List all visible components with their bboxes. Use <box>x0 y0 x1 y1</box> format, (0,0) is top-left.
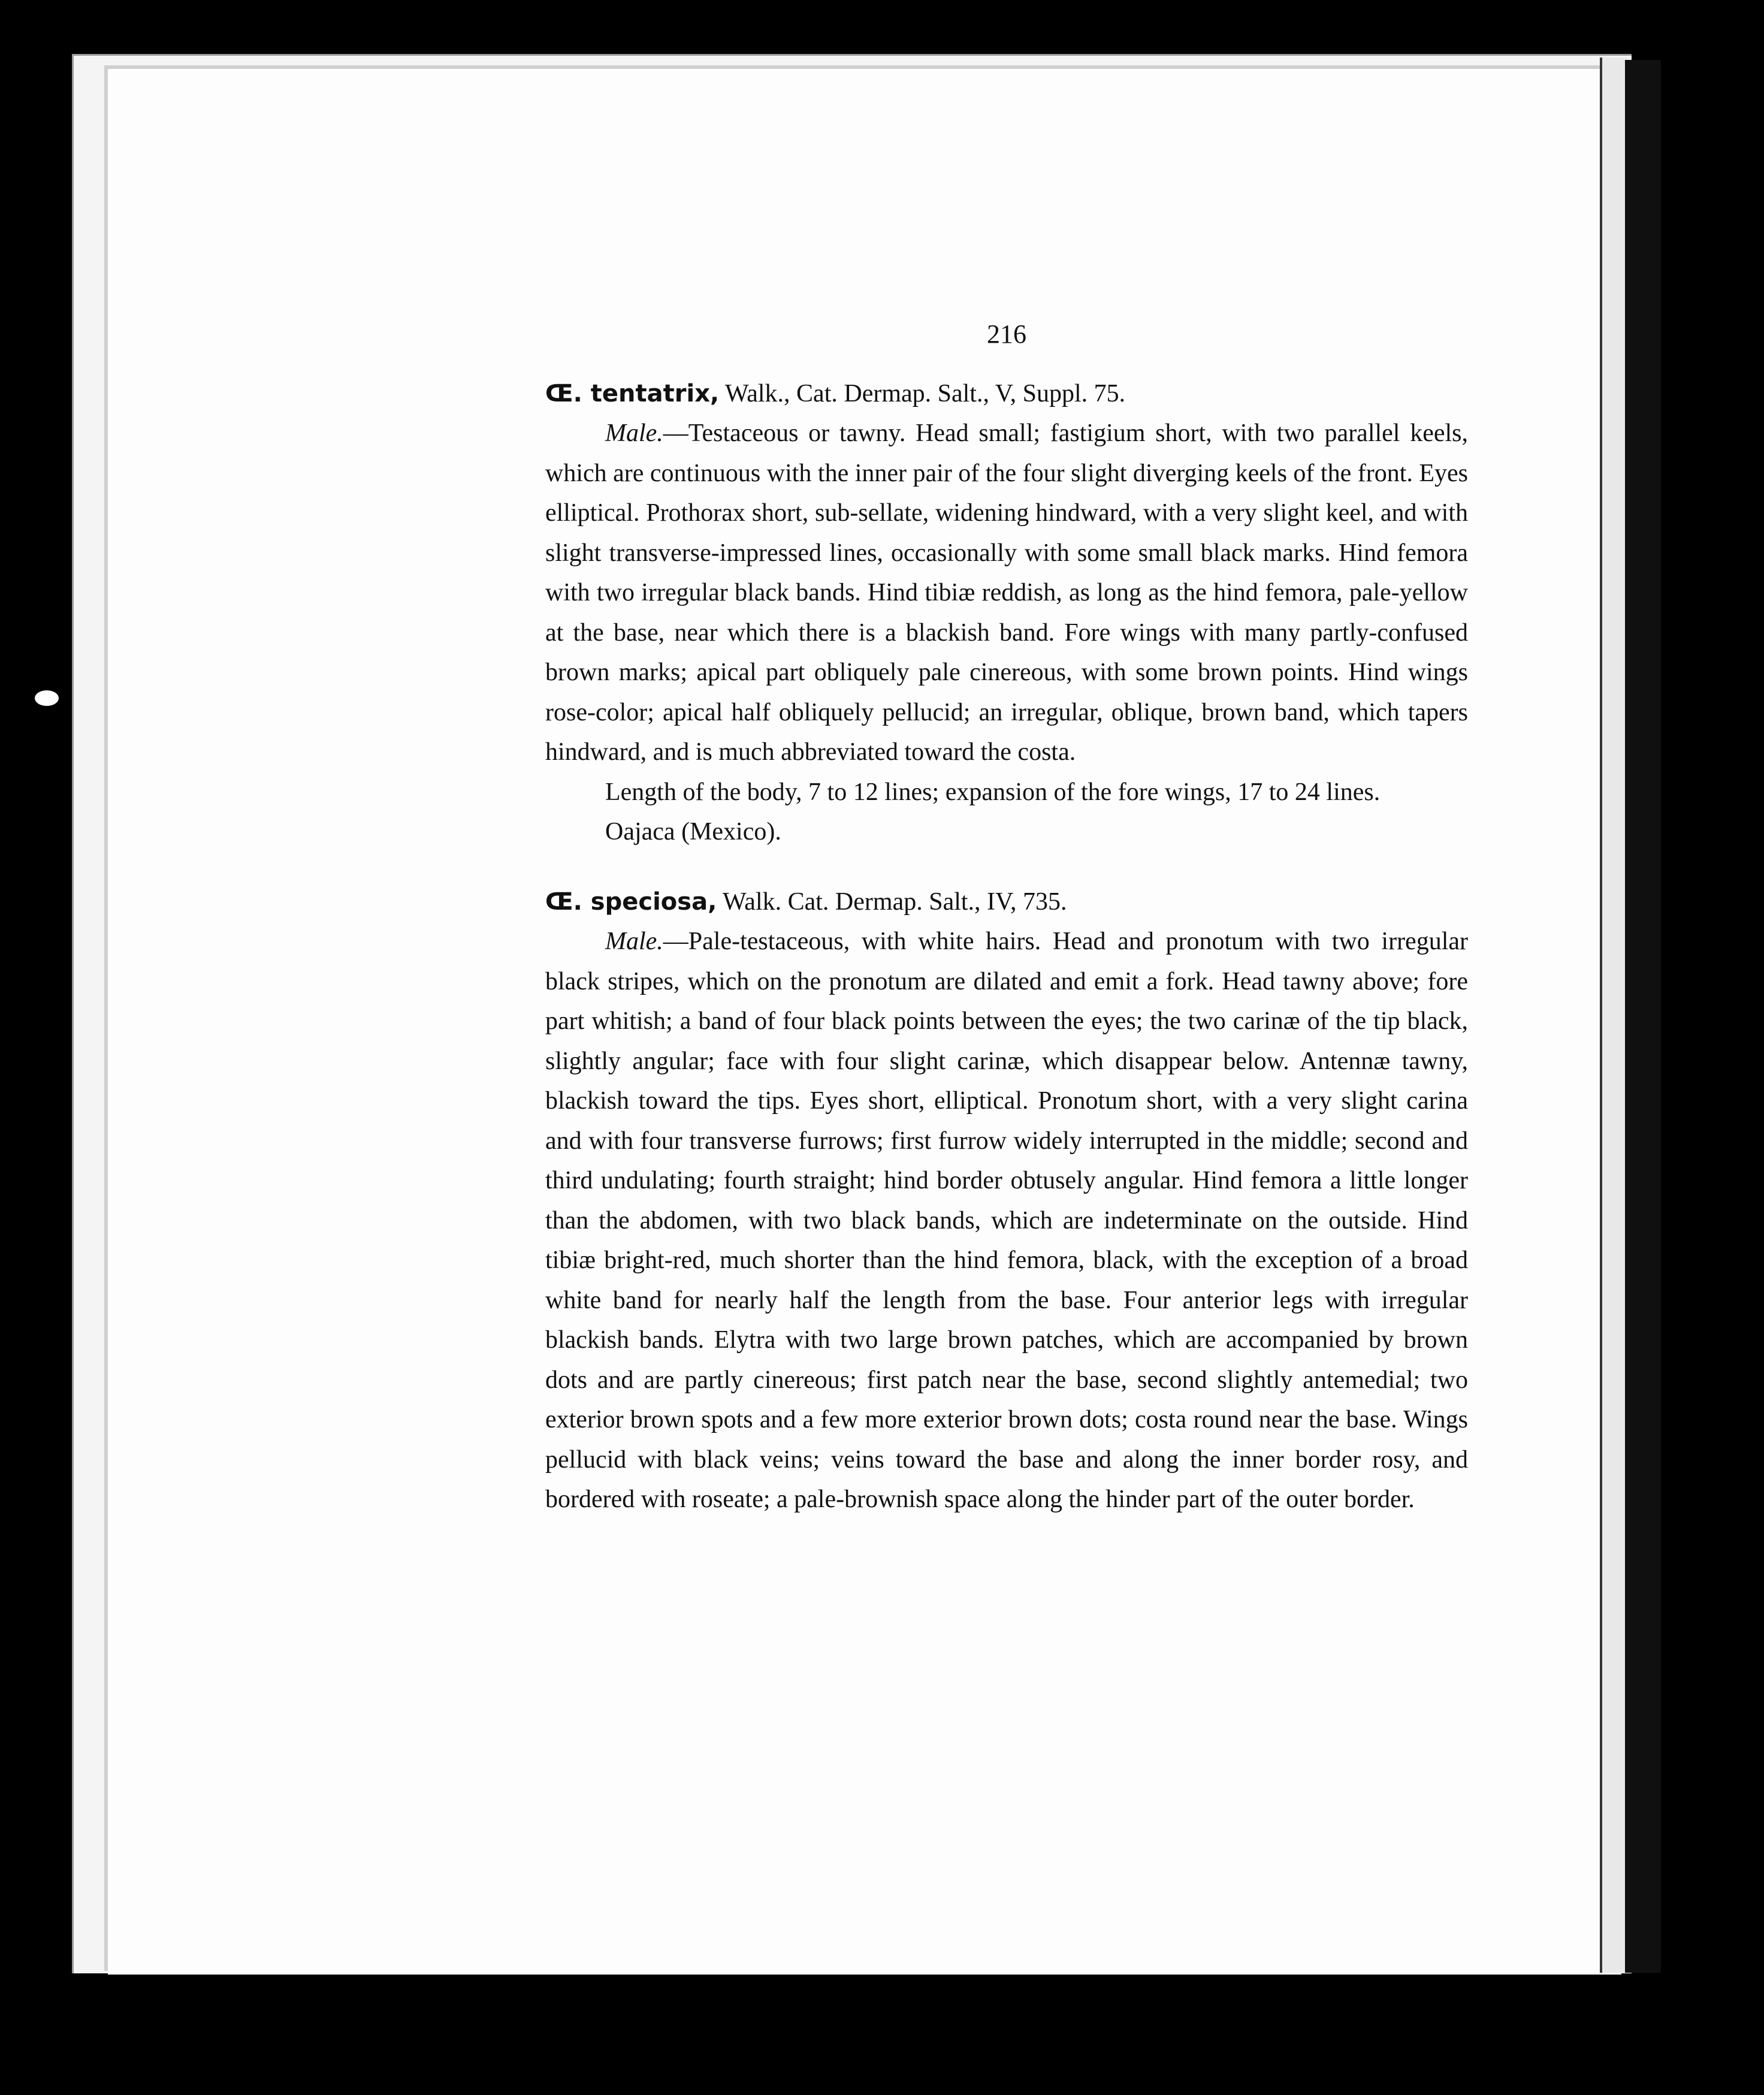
description-text: —Pale-testaceous, with white hairs. Head and pronotum with two irregular black stripes, which on the pronotum are dilated and emit a fork. Head tawny above; fore part whitish; a band of four black points between the eyes; the two carinæ of the tip black, slightly angular; face with four slight carinæ, which disappear below. Antennæ tawny, blackish toward the tips. Eyes short, elliptical. Pronotum short, with a very slight carina and with four transverse furrows; first furrow widely interrupted in the middle; second and third undulating; fourth straight; hind border obtusely angular. Hind femora a little longer than the abdomen, with two black bands, which are indeterminate on the outside. Hind tibiæ bright-red, much shorter than the hind femora, black, with the exception of a broad white band for nearly half the length from the base. Four anterior legs with irregular blackish bands. Elytra with two large brown patches, which are accompanied by brown dots and are partly cinereous; first patch near the base, second slightly antemedial; two exterior brown spots and a few more exterior brown dots; costa round near the base. Wings pellucid with black veins; veins toward the base and along the inner border rosy, and bordered with roseate; a pale-brownish space along the hinder part of the outer border. <box>545 928 1468 1513</box>
species-heading-tentatrix <box>545 374 1468 414</box>
margin-mark <box>35 690 59 706</box>
page-number: 216 <box>987 319 1026 349</box>
species-heading-speciosa <box>545 882 1468 922</box>
sex-label: Male. <box>605 928 663 955</box>
page-text <box>545 315 1468 1520</box>
measurements: Length of the body, 7 to 12 lines; expansion of the fore wings, 17 to 24 lines. <box>605 778 1381 806</box>
facing-page-edge <box>1600 58 1627 1973</box>
binding-shadow <box>1625 60 1661 1973</box>
description-text: —Testaceous or tawny. Head small; fastigium short, with two parallel keels, which are continuous with the inner pair of the four slight diverging keels of the front. Eyes elliptical. Prothorax short, sub-sellate, widening hindward, with a very slight keel, and with slight transverse-impressed lines, occasionally with some small black marks. Hind femora with two irregular black bands. Hind tibiæ reddish, as long as the hind femora, pale-yellow at the base, near which there is a blackish band. Fore wings with many partly-confused brown marks; apical part obliquely pale cinereous, with some brown points. Hind wings rose-color; apical half obliquely pellucid; an irregular, oblique, brown band, which tapers hindward, and is much abbreviated toward the costa. <box>545 419 1469 766</box>
sex-label: Male. <box>605 419 663 447</box>
species-name: Œ. speciosa, <box>545 887 717 916</box>
species-description <box>545 922 1468 1520</box>
species-description <box>545 413 1468 772</box>
locality: Oajaca (Mexico). <box>605 818 781 846</box>
species-reference: Walk., Cat. Dermap. Salt., V, Suppl. 75. <box>719 379 1126 407</box>
species-reference: Walk. Cat. Dermap. Salt., IV, 735. <box>717 887 1067 916</box>
species-name: Œ. tentatrix, <box>545 379 720 407</box>
